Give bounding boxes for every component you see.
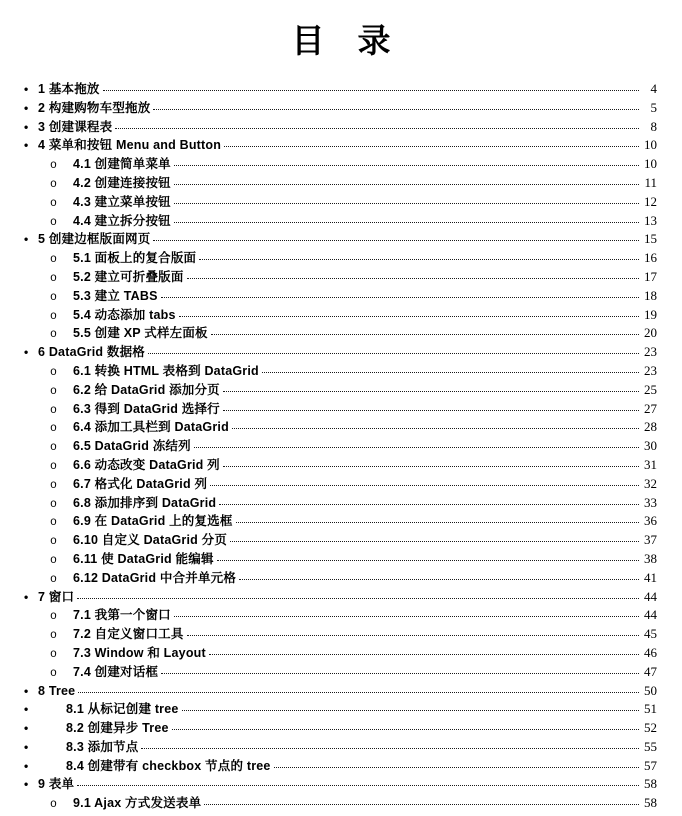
toc-entry[interactable] [0,324,657,343]
list-bullet-icon: • [24,758,29,773]
toc-entry[interactable] [0,569,657,588]
toc-entry[interactable] [0,437,657,456]
dotted-leader [78,692,639,693]
toc-entry-page-number: 12 [644,193,657,209]
toc-entry-page-number: 25 [644,381,657,397]
toc-entry-page-number: 23 [644,362,657,378]
toc-entry-page-number: 44 [644,607,657,623]
toc-entry[interactable] [0,682,657,701]
dotted-leader [219,504,639,505]
toc-entry-title[interactable]: 8.2 创建异步 Tree [66,721,169,736]
list-bullet-icon: • [24,739,29,754]
dotted-leader [187,635,639,636]
toc-entry-page-number: 17 [644,268,657,284]
dotted-leader [223,466,639,467]
toc-entry-title[interactable]: 1 基本拖放 [38,82,100,96]
list-bullet-icon: • [24,589,29,604]
toc-entry[interactable] [0,663,657,682]
list-bullet-icon: o [50,328,57,342]
toc-entry-page-number: 36 [644,513,657,529]
dotted-leader [210,485,639,486]
dotted-leader [199,259,639,260]
dotted-leader [174,165,639,166]
dotted-leader [224,146,639,147]
toc-entry-title[interactable]: 6 DataGrid 数据格 [38,345,145,360]
toc-entry-title[interactable]: 6.3 得到 DataGrid 选择行 [73,401,220,416]
toc-entry[interactable] [0,99,657,118]
list-bullet-icon: o [50,290,57,304]
toc-entry-page-number: 18 [644,287,657,303]
toc-entry-title[interactable]: 5.1 面板上的复合版面 [73,251,197,266]
toc-entry[interactable] [0,588,657,607]
toc-entry-page-number: 10 [644,156,657,172]
toc-entry[interactable] [0,494,657,513]
list-bullet-icon: o [50,647,57,661]
toc-entry-title[interactable]: 8.4 创建带有 checkbox 节点的 tree [66,758,271,773]
toc-entry-title[interactable]: 2 构建购物车型拖放 [38,100,151,115]
toc-entry[interactable] [0,268,657,287]
list-bullet-icon: • [24,345,29,360]
dotted-leader [204,804,639,805]
list-bullet-icon: o [50,196,57,210]
toc-entry-title[interactable]: 6.6 动态改变 DataGrid 列 [73,457,220,472]
toc-entry-title[interactable]: 7.3 Window 和 Layout [73,645,206,660]
list-bullet-icon: o [50,215,57,229]
list-bullet-icon: • [24,683,29,698]
list-bullet-icon: o [50,572,57,586]
toc-entry[interactable] [0,775,657,794]
page-title: 目 录 [291,24,391,60]
dotted-leader [239,579,639,580]
list-bullet-icon: • [24,721,29,736]
toc-entry-page-number: 58 [644,795,657,811]
toc-entry[interactable] [0,287,657,306]
list-bullet-icon: • [24,702,29,717]
toc-entry[interactable] [0,719,657,738]
toc-entry-page-number: 11 [644,174,657,190]
toc-entry-title[interactable]: 3 创建课程表 [38,119,113,134]
toc-entry-title[interactable]: 9 表单 [38,777,75,792]
toc-entry[interactable] [0,118,657,137]
toc-entry[interactable] [0,174,657,193]
list-bullet-icon: o [50,365,57,379]
toc-entry[interactable] [0,606,657,625]
toc-entry[interactable] [0,757,657,776]
dotted-leader [174,184,639,185]
list-bullet-icon: • [24,100,29,115]
dotted-leader [274,767,639,768]
toc-entry-title[interactable]: 7.2 自定义窗口工具 [73,627,184,642]
toc-entry-title[interactable]: 6.10 自定义 DataGrid 分页 [73,533,228,548]
toc-entry[interactable] [0,343,657,362]
list-bullet-icon: o [50,159,57,173]
list-bullet-icon: o [50,422,57,436]
list-bullet-icon: o [50,384,57,398]
toc-entry-title[interactable]: 8.1 从标记创建 tree [66,702,179,717]
toc-entry[interactable] [0,456,657,475]
toc-entry[interactable] [0,155,657,174]
toc-entry-page-number: 58 [644,776,657,792]
toc-entry-title[interactable]: 5 创建边框版面网页 [38,232,151,247]
list-bullet-icon: o [50,478,57,492]
list-bullet-icon: o [50,253,57,267]
toc-entry-title[interactable]: 4.4 建立拆分按钮 [73,213,171,228]
list-bullet-icon: o [50,271,57,285]
toc-entry[interactable] [0,531,657,550]
toc-entry[interactable] [0,80,657,99]
toc-entry[interactable] [0,193,657,212]
list-bullet-icon: • [24,82,29,96]
toc-entry[interactable] [0,418,657,437]
toc-entry-page-number: 15 [644,231,657,247]
toc-entry[interactable] [0,550,657,569]
list-bullet-icon: o [50,441,57,455]
toc-entry-title[interactable]: 6.4 添加工具栏到 DataGrid [73,420,229,435]
list-bullet-icon: o [50,177,57,191]
toc-entry-page-number: 13 [644,212,657,228]
dotted-leader [236,522,639,523]
dotted-leader [174,616,639,617]
toc-entry-page-number: 38 [644,550,657,566]
toc-entry-page-number: 47 [644,663,657,679]
dotted-leader [161,297,639,298]
dotted-leader [161,673,639,674]
toc-entry-title[interactable]: 8.3 添加节点 [66,739,139,754]
dotted-leader [223,391,639,392]
toc-entry[interactable] [0,306,657,325]
list-bullet-icon: o [50,516,57,530]
toc-entry-title[interactable]: 6.7 格式化 DataGrid 列 [73,476,208,491]
toc-entry[interactable] [0,475,657,494]
list-bullet-icon: o [50,629,57,643]
toc-entry-page-number: 30 [644,438,657,454]
toc-entry-title[interactable]: 6.9 在 DataGrid 上的复选框 [73,514,233,529]
toc-entry[interactable] [0,625,657,644]
toc-entry-page-number: 55 [644,738,657,754]
toc-entry-page-number: 23 [644,344,657,360]
toc-entry[interactable] [0,362,657,381]
toc-entry-title[interactable]: 7.1 我第一个窗口 [73,608,171,623]
dotted-leader [174,203,639,204]
toc-entry-page-number: 16 [644,250,657,266]
toc-entry-page-number: 45 [644,626,657,642]
toc-entry[interactable] [0,794,657,813]
dotted-leader [211,334,639,335]
toc-entry-page-number: 8 [650,118,657,134]
dotted-leader [141,748,639,749]
toc-entry-title[interactable]: 6.8 添加排序到 DataGrid [73,495,217,510]
dotted-leader [153,240,639,241]
list-bullet-icon: • [24,232,29,247]
toc-entry-page-number: 10 [644,137,657,153]
toc-entry-title[interactable]: 5.4 动态添加 tabs [73,307,176,322]
dotted-leader [179,316,639,317]
toc-entry[interactable] [0,249,657,268]
toc-entry-page-number: 41 [644,569,657,585]
dotted-leader [148,353,639,354]
toc-entry-page-number: 44 [644,588,657,604]
toc-entry-page-number: 52 [644,720,657,736]
toc-entry[interactable] [0,230,657,249]
list-bullet-icon: • [24,138,29,153]
list-bullet-icon: o [50,403,57,417]
toc-entry-page-number: 4 [650,81,657,96]
toc-entry-page-number: 27 [644,400,657,416]
toc-entry-title[interactable]: 6.2 给 DataGrid 添加分页 [73,382,220,397]
toc-entry[interactable] [0,512,657,531]
dotted-leader [174,222,639,223]
toc-entry[interactable] [0,644,657,663]
dotted-leader [217,560,639,561]
dotted-leader [103,90,639,91]
list-bullet-icon: o [50,497,57,511]
toc-entry[interactable] [0,400,657,419]
toc-entry-title[interactable]: 6.5 DataGrid 冻结列 [73,439,191,454]
toc-entry[interactable] [0,212,657,231]
toc-entry-title[interactable]: 4.3 建立菜单按钮 [73,194,171,209]
list-bullet-icon: o [50,535,57,549]
toc-entry-title[interactable]: 4 菜单和按钮 Menu and Button [38,138,222,153]
toc-entry-title[interactable]: 9.1 Ajax 方式发送表单 [73,796,202,811]
toc-entry-page-number: 31 [644,456,657,472]
list-bullet-icon: • [24,777,29,792]
dotted-leader [230,541,639,542]
dotted-leader [209,654,639,655]
dotted-leader [262,372,639,373]
toc-entry-title[interactable]: 6.11 使 DataGrid 能编辑 [73,551,214,566]
toc-entry-page-number: 57 [644,757,657,773]
toc-entry-title[interactable]: 6.12 DataGrid 中合并单元格 [73,570,237,585]
toc-list [0,80,657,813]
toc-entry[interactable] [0,738,657,757]
toc-entry-page-number: 20 [644,325,657,341]
dotted-leader [232,428,639,429]
toc-entry[interactable] [0,700,657,719]
toc-entry-title[interactable]: 6.1 转换 HTML 表格到 DataGrid [73,363,259,378]
toc-entry-title[interactable]: 4.1 创建简单菜单 [73,157,171,172]
toc-entry-page-number: 33 [644,494,657,510]
dotted-leader [172,729,639,730]
toc-entry-page-number: 46 [644,644,657,660]
toc-entry-page-number: 50 [644,682,657,698]
list-bullet-icon: o [50,798,57,812]
dotted-leader [187,278,639,279]
dotted-leader [194,447,639,448]
toc-entry-page-number: 51 [644,701,657,717]
toc-entry-title[interactable]: 5.2 建立可折叠版面 [73,269,184,284]
toc-entry[interactable] [0,136,657,155]
toc-entry-page-number: 5 [650,99,657,115]
toc-entry-title[interactable]: 8 Tree [38,683,76,698]
list-bullet-icon: o [50,666,57,680]
dotted-leader [153,109,639,110]
toc-entry-title[interactable]: 7.4 创建对话框 [73,664,159,679]
dotted-leader [115,128,639,129]
toc-entry-page-number: 19 [644,306,657,322]
list-bullet-icon: o [50,459,57,473]
dotted-leader [223,410,639,411]
toc-entry-page-number: 37 [644,532,657,548]
toc-entry-title[interactable]: 5.5 创建 XP 式样左面板 [73,326,208,341]
toc-entry-title[interactable]: 4.2 创建连接按钮 [73,175,171,190]
list-bullet-icon: • [24,119,29,134]
dotted-leader [77,785,639,786]
dotted-leader [182,710,639,711]
toc-entry-page-number: 28 [644,419,657,435]
list-bullet-icon: o [50,309,57,323]
list-bullet-icon: o [50,553,57,567]
toc-entry-title[interactable]: 5.3 建立 TABS [73,288,158,303]
toc-entry-title[interactable]: 7 窗口 [38,589,75,604]
list-bullet-icon: o [50,610,57,624]
dotted-leader [77,598,639,599]
toc-entry-page-number: 32 [644,475,657,491]
toc-entry[interactable] [0,381,657,400]
